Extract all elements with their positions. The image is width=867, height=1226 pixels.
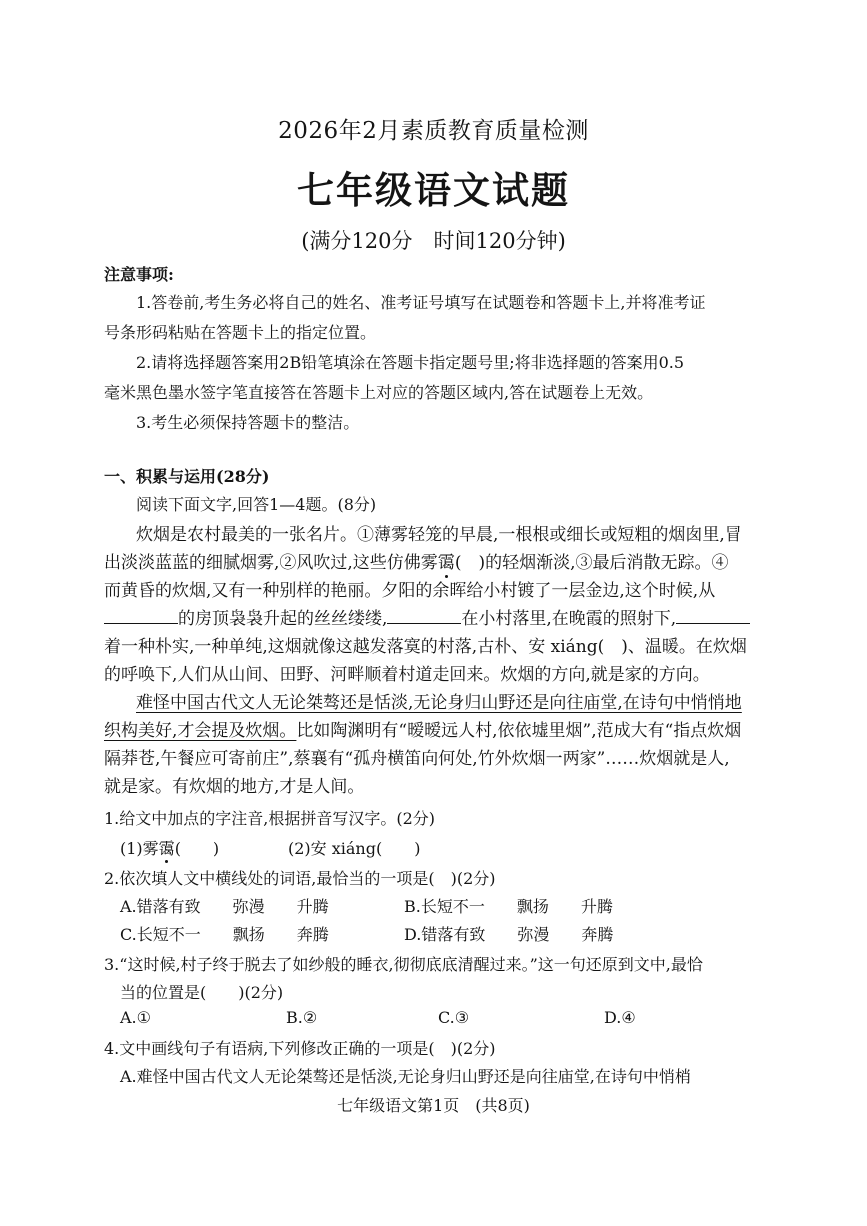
reading-intro: 阅读下面文字,回答1—4题。(8分) — [136, 495, 377, 514]
underlined-sentence: 难怪中国古代文人无论桀骜还是恬淡,无论身归山野还是向往庙堂,在诗句中悄悄地 — [136, 693, 742, 713]
dotted-char: 霭 — [437, 553, 455, 573]
notice-item: 号条形码粘贴在答题卡上的指定位置。 — [104, 323, 377, 342]
answer-item: (1)雾霭( ) — [120, 839, 220, 858]
passage-line: 着一种朴实,一种单纯,这烟就像这越发落寞的村落,古朴、安 xiáng( )、温暖。在炊烟 — [104, 637, 747, 657]
option-b: B.长短不一 飘扬 升腾 — [404, 897, 613, 916]
dotted-char: 霭 — [158, 839, 175, 858]
blank-1 — [104, 622, 178, 624]
question-stem: 4.文中画线句子有语病,下列修改正确的一项是( )(2分) — [104, 1039, 496, 1058]
option-a: A.难怪中国古代文人无论桀骜还是恬淡,无论身归山野还是向往庙堂,在诗句中悄梢 — [120, 1067, 691, 1086]
underlined-sentence: 织构美好,才会提及炊烟。 — [104, 721, 297, 741]
question-stem: 3.“这时候,村子终于脱去了如纱般的睡衣,彻彻底底清醒过来。”这一句还原到文中,最恰 — [104, 955, 703, 974]
notice-item: 1.答卷前,考生务必将自己的姓名、准考证号填写在试题卷和答题卡上,并将准考证 — [136, 293, 706, 312]
notice-item: 3.考生必须保持答题卡的整洁。 — [136, 413, 360, 432]
score-info: (满分120分 时间120分钟) — [301, 229, 566, 253]
blank-2 — [387, 622, 461, 624]
passage-line: 隔莽苍,午餐应可寄前庄”,蔡襄有“孤舟横笛向何处,竹外炊烟一两家”……炊烟就是人, — [104, 749, 730, 769]
passage-line: 而黄昏的炊烟,又有一种别样的艳丽。夕阳的余晖给小村镀了一层金边,这个时候,从 — [104, 581, 716, 601]
passage-line: 织构美好,才会提及炊烟。比如陶渊明有“暧暧远人村,依依墟里烟”,范成大有“指点炊烟 — [104, 721, 742, 741]
page-footer: 七年级语文第1页 (共8页) — [337, 1096, 530, 1115]
passage-line: 的房顶袅袅升起的丝丝缕缕, 在小村落里,在晚霞的照射下, — [104, 604, 750, 629]
question-stem: 2.依次填人文中横线处的词语,最恰当的一项是( )(2分) — [104, 869, 496, 888]
notice-item: 2.请将选择题答案用2B铅笔填涂在答题卡指定题号里;将非选择题的答案用0.5 — [136, 353, 685, 372]
option-a: A.① — [120, 1008, 151, 1027]
passage-line: 的呼唤下,人们从山间、田野、河畔顺着村道走回来。炊烟的方向,就是家的方向。 — [104, 665, 710, 685]
question-stem: 当的位置是( )(2分) — [120, 983, 284, 1002]
section-heading: 一、积累与运用(28分) — [104, 467, 270, 486]
answer-item: (2)安 xiáng( ) — [288, 839, 421, 858]
option-c: C.长短不一 飘扬 奔腾 — [120, 925, 329, 944]
passage-line: 炊烟是农村最美的一张名片。①薄雾轻笼的早晨,一根根或细长或短粗的烟囱里,冒 — [136, 525, 742, 545]
passage-line: 就是家。有炊烟的地方,才是人间。 — [104, 777, 365, 797]
notice-item: 毫米黑色墨水签字笔直接答在答题卡上对应的答题区域内,答在试题卷上无效。 — [104, 383, 654, 402]
question-stem: 1.给文中加点的字注音,根据拼音写汉字。(2分) — [104, 809, 436, 828]
option-d: D.错落有致 弥漫 奔腾 — [404, 925, 614, 944]
option-d: D.④ — [604, 1008, 636, 1027]
blank-3 — [676, 622, 750, 624]
exam-title: 2026年2月素质教育质量检测 — [278, 118, 589, 144]
notice-heading: 注意事项: — [104, 265, 174, 284]
option-a: A.错落有致 弥漫 升腾 — [120, 897, 329, 916]
passage-line: 出淡淡蓝蓝的细腻烟雾,②风吹过,这些仿佛雾霭( )的轻烟渐淡,③最后消散无踪。④ — [104, 553, 729, 573]
subject-title: 七年级语文试题 — [297, 168, 570, 212]
option-c: C.③ — [438, 1008, 470, 1027]
option-b: B.② — [286, 1008, 318, 1027]
